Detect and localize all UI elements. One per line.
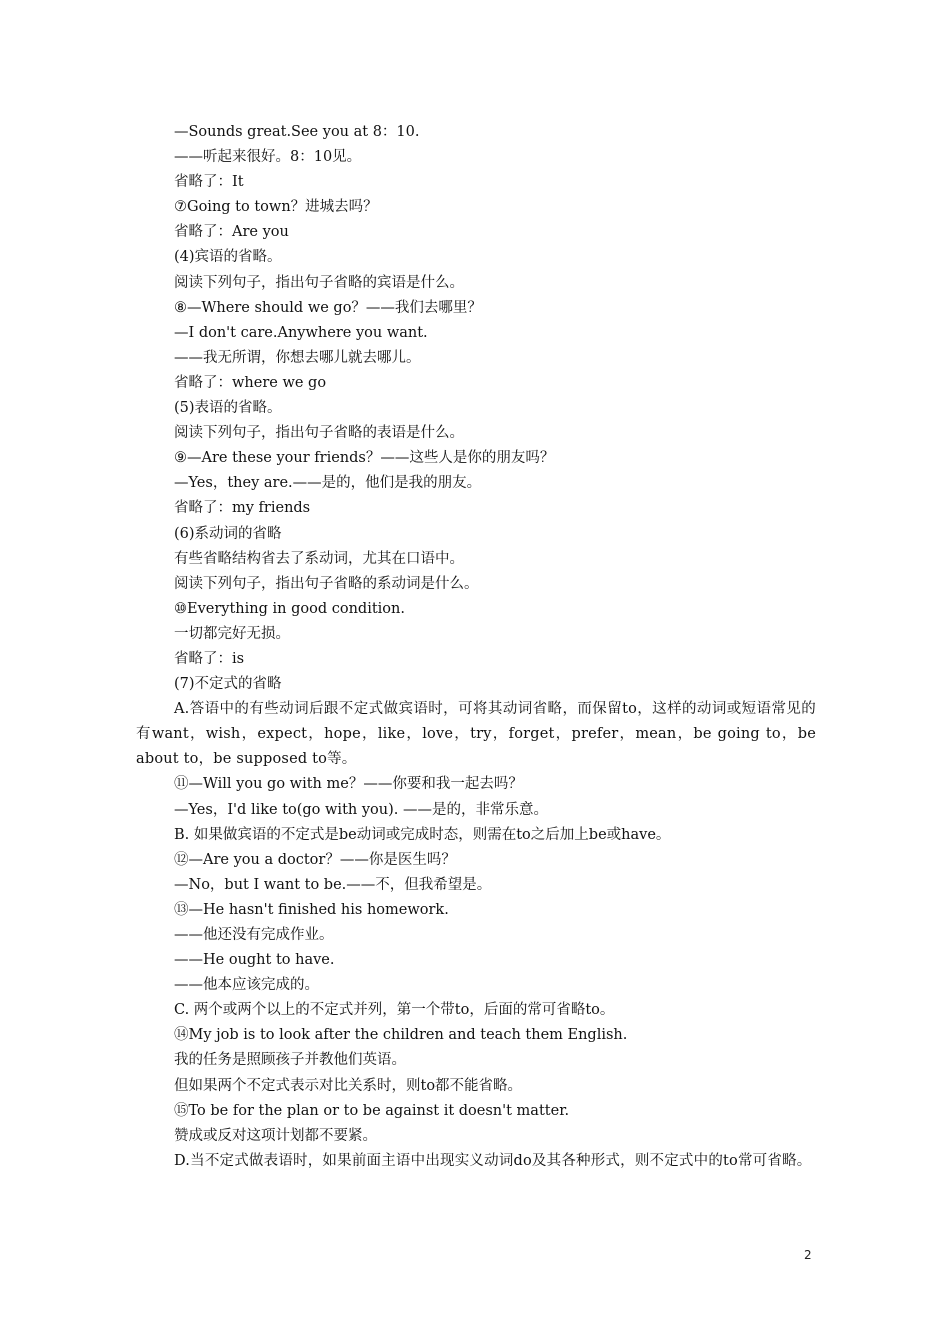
rule-line: B. 如果做宾语的不定式是be动词或完成时态，则需在to之后加上be或have。: [174, 826, 671, 843]
rule-line: C. 两个或两个以上的不定式并列，第一个带to，后面的常可省略to。: [174, 1002, 615, 1019]
text-line: 省略了：It: [174, 174, 244, 191]
text-line: ——他本应该完成的。: [174, 977, 319, 994]
text-line: —I don't care.Anywhere you want.: [174, 324, 428, 341]
section-heading: (7)不定式的省略: [174, 676, 282, 693]
section-heading: (4)宾语的省略。: [174, 249, 282, 266]
text-line: —Yes，they are.——是的，他们是我的朋友。: [174, 475, 482, 492]
text-line: 省略了：my friends: [174, 500, 311, 517]
text-line: ——听起来很好。8：10见。: [174, 149, 362, 166]
section-heading: (5)表语的省略。: [174, 400, 282, 417]
text-line: 省略了：Are you: [174, 224, 289, 241]
text-line: 赞成或反对这项计划都不要紧。: [174, 1127, 377, 1144]
example-line: ⑬—He hasn't finished his homework.: [174, 901, 449, 918]
text-line: 我的任务是照顾孩子并教他们英语。: [174, 1052, 406, 1069]
text-line: 一切都完好无损。: [174, 625, 290, 642]
example-line: ⑫—Are you a doctor？——你是医生吗？: [174, 851, 456, 868]
text-line: ——我无所谓，你想去哪儿就去哪儿。: [174, 349, 421, 366]
text-line: —Yes，I'd like to(go with you). ——是的，非常乐意。: [174, 801, 548, 818]
text-line: 阅读下列句子，指出句子省略的宾语是什么。: [174, 274, 464, 291]
text-line: ——他还没有完成作业。: [174, 927, 334, 943]
text-line: 省略了：is: [174, 650, 245, 667]
paragraph-a: A.答语中的有些动词后跟不定式做宾语时，可将其动词省略，而保留to，这样的动词或短语常见的有want，wish，expect，hope，like，love，try，forget，prefer，mean，be going to，be about to，be supposed to等。: [136, 701, 816, 768]
example-line: ⑧—Where should we go？——我们去哪里？: [174, 299, 482, 316]
example-line: ⑮To be for the plan or to be against it doesn't matter.: [174, 1102, 570, 1119]
text-line: 阅读下列句子，指出句子省略的表语是什么。: [174, 425, 464, 442]
page-body: [136, 120, 816, 1174]
text-line: 但如果两个不定式表示对比关系时，则to都不能省略。: [174, 1077, 523, 1094]
example-line: ⑨—Are these your friends？——这些人是你的朋友吗？: [174, 450, 555, 467]
text-line: ——He ought to have.: [174, 952, 335, 969]
text-line: —Sounds great.See you at 8：10.: [174, 124, 420, 140]
section-heading: (6)系动词的省略: [174, 525, 282, 542]
text-line: —No，but I want to be.——不，但我希望是。: [174, 876, 492, 893]
example-line: ⑭My job is to look after the children and teach them English.: [174, 1027, 628, 1044]
example-line: ⑩Everything in good condition.: [174, 600, 405, 617]
text-line: 有些省略结构省去了系动词，尤其在口语中。: [174, 550, 464, 567]
example-line: ⑪—Will you go with me？——你要和我一起去吗？: [174, 776, 523, 793]
text-line: 阅读下列句子，指出句子省略的系动词是什么。: [174, 575, 479, 592]
text-line: ⑦Going to town？进城去吗？: [174, 199, 378, 216]
paragraph-d: D.当不定式做表语时，如果前面主语中出现实义动词do及其各种形式，则不定式中的to常可省略。: [174, 1152, 812, 1169]
text-line: 省略了：where we go: [174, 374, 327, 391]
page-number: 2: [804, 1248, 812, 1262]
